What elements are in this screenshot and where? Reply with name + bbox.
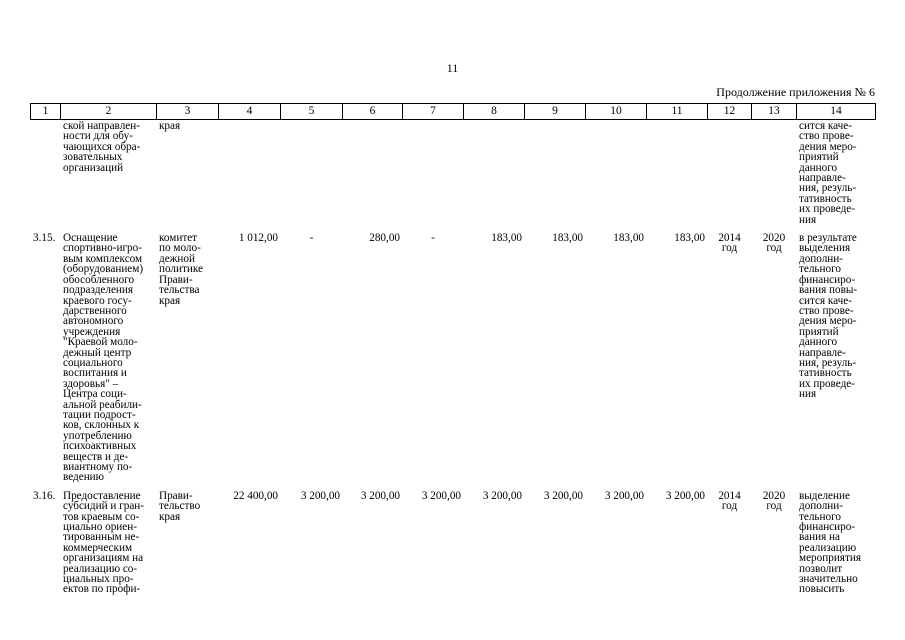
year-amount: 183,00	[491, 232, 522, 245]
continuation-label: Продолжение приложения № 6	[716, 85, 875, 99]
year-amount: 3 200,00	[665, 489, 705, 502]
program-table	[30, 103, 876, 595]
row-index: 3.16.	[33, 489, 56, 502]
year-amount	[525, 120, 586, 226]
year-amount	[403, 120, 464, 226]
year-amount: 280,00	[369, 232, 400, 245]
end-year	[752, 120, 797, 226]
page-number: 11	[446, 61, 459, 75]
year-amount: -	[309, 232, 314, 245]
column-header: 5	[281, 104, 343, 120]
column-header: 1	[31, 104, 61, 120]
measure-name: ской направлен- ности для обу- чающихся обра- зовательных организаций	[63, 120, 141, 174]
column-header: 11	[647, 104, 708, 120]
column-header: 8	[464, 104, 525, 120]
row-index	[31, 120, 61, 226]
column-header: 4	[219, 104, 281, 120]
year-amount: 183,00	[674, 232, 705, 245]
year-amount: 3 200,00	[360, 489, 400, 502]
column-header: 13	[752, 104, 797, 120]
year-amount: 3 200,00	[300, 489, 340, 502]
expected-result: сится каче- ство прове- дения меро- приятий данного направле- ния, резуль- тативность их проведе- ния	[799, 120, 857, 226]
end-year: 2020 год	[762, 232, 786, 255]
year-amount: 3 200,00	[543, 489, 583, 502]
table-row	[31, 483, 876, 595]
year-amount: 183,00	[613, 232, 644, 245]
total-amount: 1 012,00	[238, 232, 278, 245]
year-amount: 3 200,00	[421, 489, 461, 502]
column-header: 9	[525, 104, 586, 120]
year-amount: -	[431, 232, 435, 245]
column-header: 6	[343, 104, 403, 120]
total-amount	[219, 120, 281, 226]
column-header: 10	[586, 104, 647, 120]
expected-result: выделение дополни- тельного финансиро- вания на реализацию мероприятия позволит значительно повысить	[799, 489, 861, 596]
end-year: 2020 год	[762, 489, 786, 513]
column-header: 14	[797, 104, 876, 120]
year-amount: 183,00	[552, 232, 583, 245]
start-year: 2014 год	[718, 489, 741, 513]
year-amount: 3 200,00	[604, 489, 644, 502]
column-header: 12	[708, 104, 752, 120]
executor: Прави- тельство края	[159, 489, 201, 523]
executor: края	[159, 120, 181, 132]
total-amount: 22 400,00	[233, 489, 278, 502]
column-header: 2	[61, 104, 157, 120]
measure-name: Оснащение спортивно-игро- вым комплексом (оборудованием) обособленного подразделения краевого госу- дарственного автономного учреждения "Краевой моло- дежный центр социального воспитания и здоровья" – Центра соци- альной реабили- тации подрост- ков, склонных к употреблению психоактивных веществ и де- виантному по- ведению	[63, 232, 144, 484]
header-row	[31, 104, 876, 120]
table-row	[31, 225, 876, 483]
row-index: 3.15.	[33, 232, 56, 245]
year-amount: 3 200,00	[482, 489, 522, 502]
column-header: 7	[403, 104, 464, 120]
start-year	[708, 120, 752, 226]
column-header: 3	[157, 104, 219, 120]
year-amount	[281, 120, 343, 226]
year-amount	[343, 120, 403, 226]
start-year: 2014 год	[718, 232, 741, 255]
year-amount	[464, 120, 525, 226]
year-amount	[647, 120, 708, 226]
executor: комитет по моло- дежной политике Прави- тельства края	[159, 232, 204, 307]
year-amount	[586, 120, 647, 226]
measure-name: Предоставление субсидий и гран- тов краевым со- циально ориен- тированным не- коммерческим организациям на реализацию со- циальных про- ектов по профи-	[63, 489, 145, 596]
expected-result: в результате выделения дополни- тельного финансиро- вания повы- сится каче- ство прове- дения меро- приятий данного направле- ния, резуль- тативность их проведе- ния	[799, 232, 858, 401]
table-row	[31, 120, 876, 226]
